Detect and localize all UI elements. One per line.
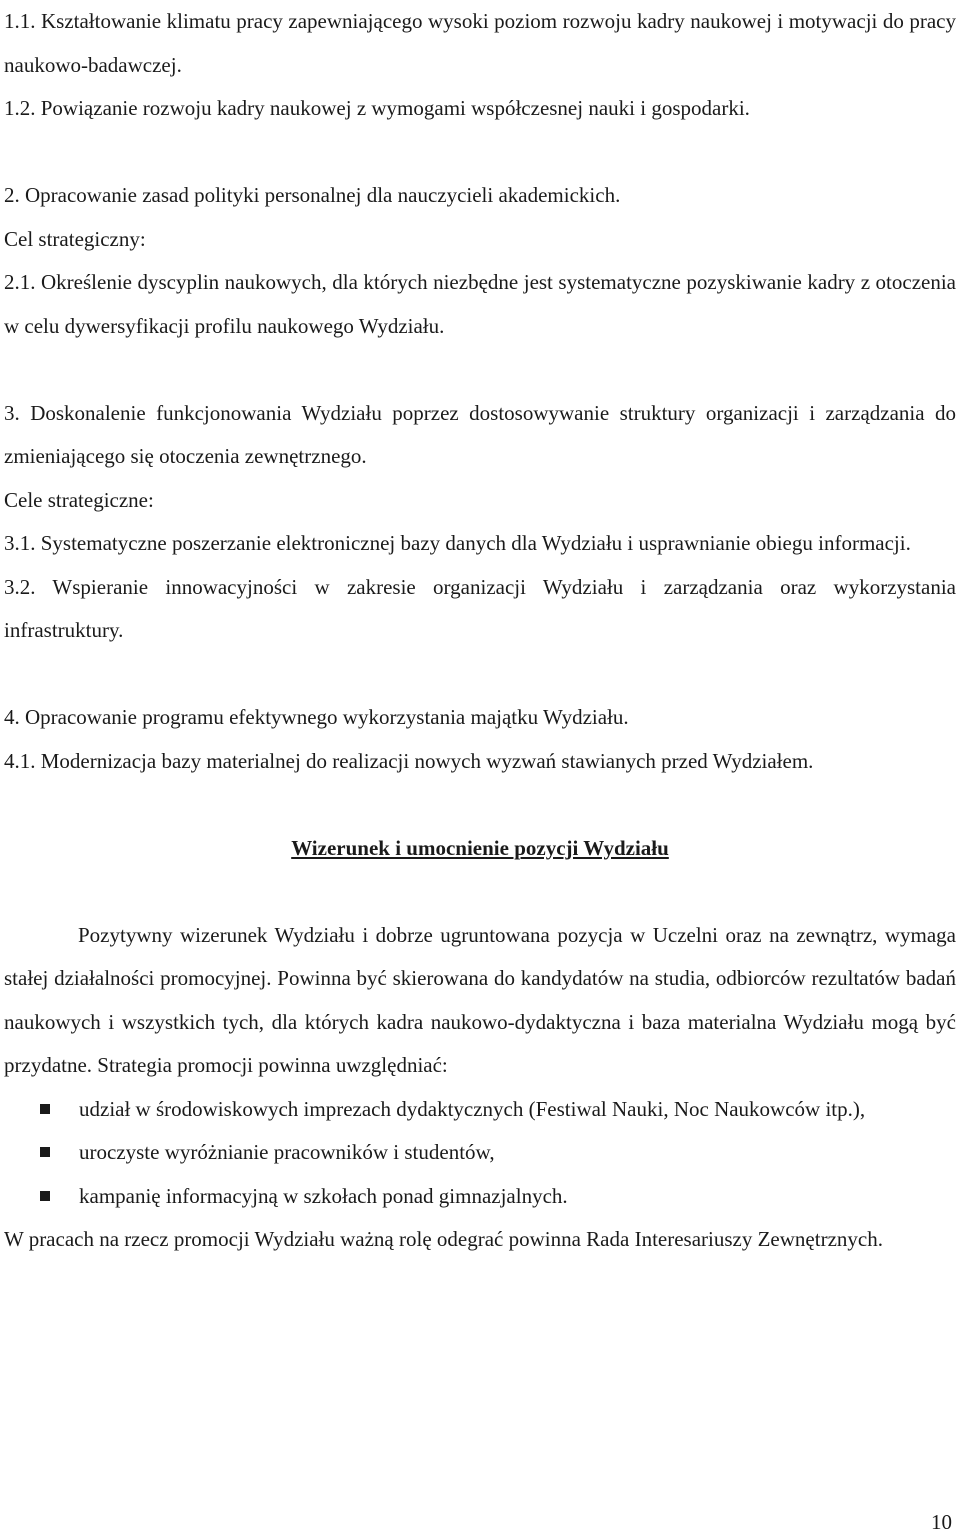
spacer: [4, 653, 956, 697]
spacer: [4, 783, 956, 827]
objective-4: 4. Opracowanie programu efektywnego wykorzystania majątku Wydziału.: [4, 705, 629, 729]
list-item-text: uroczyste wyróżnianie pracowników i studentów,: [79, 1140, 495, 1164]
goal-4-1: 4.1. Modernizacja bazy materialnej do realizacji nowych wyzwań stawianych przed Wydziałem.: [4, 748, 814, 773]
objective-3: 3. Doskonalenie funkcjonowania Wydziału poprzez dostosowywanie struktury organizacji i zarządzania do zmieniającego się otoczenia zewnętrznego.: [4, 400, 956, 468]
promotion-list: [4, 1088, 956, 1219]
goal-2-1: 2.1. Określenie dyscyplin naukowych, dla których niezbędne jest systematyczne pozyskiwanie kadry z otoczenia w celu dywersyfikacji profilu naukowego Wydziału.: [4, 270, 956, 338]
goal-label-3: Cele strategiczne:: [4, 487, 154, 512]
section-heading: Wizerunek i umocnienie pozycji Wydziału: [291, 835, 669, 860]
spacer: [4, 131, 956, 175]
section-intro: Pozytywny wizerunek Wydziału i dobrze ugruntowana pozycja w Uczelni oraz na zewnątrz, wymaga stałej działalności promocyjnej. Powinna być skierowana do kandydatów na studia, odbiorców rezultatów badań naukowych i wszystkich tych, dla których kadra naukowo-dydaktyczna i baza materialna Wydziału mogą być przydatne. Strategia promocji powinna uwzględniać:: [4, 922, 956, 1077]
goal-3-1: 3.1. Systematyczne poszerzanie elektronicznej bazy danych dla Wydziału i usprawnianie obiegu informacji.: [4, 531, 911, 555]
goal-1-2: 1.2. Powiązanie rozwoju kadry naukowej z wymogami współczesnej nauki i gospodarki.: [4, 96, 750, 120]
goal-label-2: Cel strategiczny:: [4, 226, 146, 251]
square-bullet-icon: [40, 1147, 50, 1157]
document-page: [4, 0, 956, 1262]
list-item: [4, 1088, 956, 1132]
list-item: [4, 1131, 956, 1175]
goal-1-1: 1.1. Kształtowanie klimatu pracy zapewniającego wysoki poziom rozwoju kadry naukowej i motywacji do pracy naukowo-badawczej.: [4, 9, 956, 77]
objective-2: 2. Opracowanie zasad polityki personalnej dla nauczycieli akademickich.: [4, 183, 621, 207]
goal-3-2: 3.2. Wspieranie innowacyjności w zakresie organizacji Wydziału i zarządzania oraz wykorzystania infrastruktury.: [4, 574, 956, 642]
list-item-text: kampanię informacyjną w szkołach ponad gimnazjalnych.: [79, 1183, 568, 1208]
square-bullet-icon: [40, 1104, 50, 1114]
list-item-text: udział w środowiskowych imprezach dydaktycznych (Festiwal Nauki, Noc Naukowców itp.),: [79, 1096, 866, 1121]
spacer: [4, 348, 956, 392]
square-bullet-icon: [40, 1191, 50, 1201]
spacer: [4, 870, 956, 914]
list-item: [4, 1175, 956, 1219]
page-number: 10: [931, 1510, 952, 1534]
section-closing: W pracach na rzecz promocji Wydziału ważną rolę odegrać powinna Rada Interesariuszy Zewnętrznych.: [4, 1227, 883, 1251]
